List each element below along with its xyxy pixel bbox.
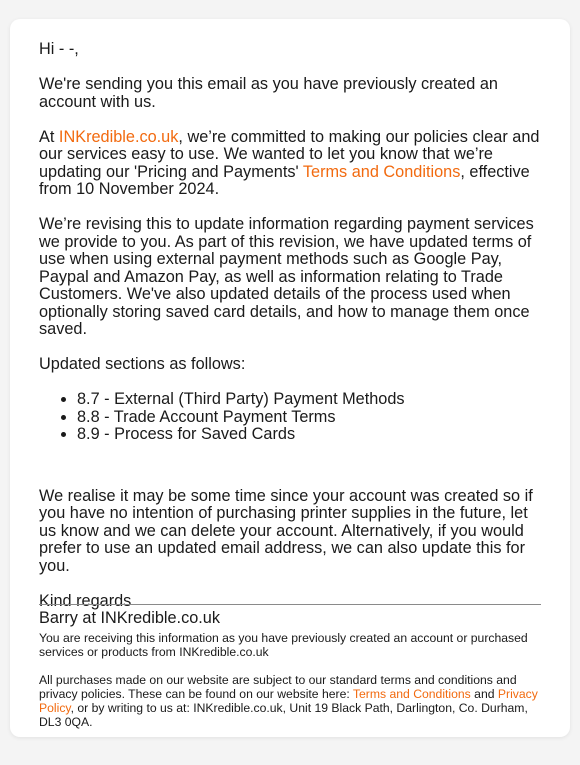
email-body [39,41,544,628]
policy-update-paragraph: At INKredible.co.uk, we’re committed to making our policies clear and our services easy to use. We wanted to let you know that we’re updating our 'Pricing and Payments' Terms and Conditions, effective from 10 November 2024. [39,127,540,198]
terms-and-conditions-link[interactable]: Terms and Conditions [302,162,461,181]
signature: Barry at INKredible.co.uk [39,609,220,627]
greeting: Hi - -, [39,40,79,58]
footer-notice: You are receiving this information as you have previously created an account or purchased services or products from INKredible.co.uk [39,631,528,659]
updated-sections-list [39,391,544,444]
email-card [10,19,570,737]
sections-heading: Updated sections as follows: [39,355,246,373]
list-item: • 8.9 - Process for Saved Cards [77,426,544,444]
revision-paragraph: We’re revising this to update information regarding payment services we provide to you. As part of this revision, we have updated terms of use when using external payment methods such as Google Pay, Paypal and Amazon Pay, as well as information relating to Trade Customers. We've also updated details of the process used when optionally storing saved card details, and how to manage them once saved. [39,215,534,338]
account-paragraph: We realise it may be some time since your account was created so if you have no intention of purchasing printer supplies in the future, let us know and we can delete your account. Alternatively, if you would prefer to use an updated email address, we can also update this for you. [39,486,533,575]
footer-privacy-link[interactable]: Privacy Policy [39,687,538,715]
signoff-line: Kind regards [39,591,132,610]
footer-divider [39,604,541,605]
inkredible-link[interactable]: INKredible.co.uk [58,127,179,146]
intro-paragraph: We're sending you this email as you have previously created an account with us. [39,75,498,111]
signoff [39,593,544,628]
footer-terms-link[interactable]: Terms and Conditions [352,687,471,701]
list-item: • 8.7 - External (Third Party) Payment Methods [77,391,544,409]
list-item: • 8.8 - Trade Account Payment Terms [77,409,544,427]
footer-legal: All purchases made on our website are subject to our standard terms and conditions and privacy policies. These can be found on our website here: Terms and Conditions and Privacy Policy, or by writing to us at: INKredible.co.uk, Unit 19 Black Path, Darlington, Co. Durham, DL3 0QA. [39,673,538,729]
footer [39,631,541,743]
